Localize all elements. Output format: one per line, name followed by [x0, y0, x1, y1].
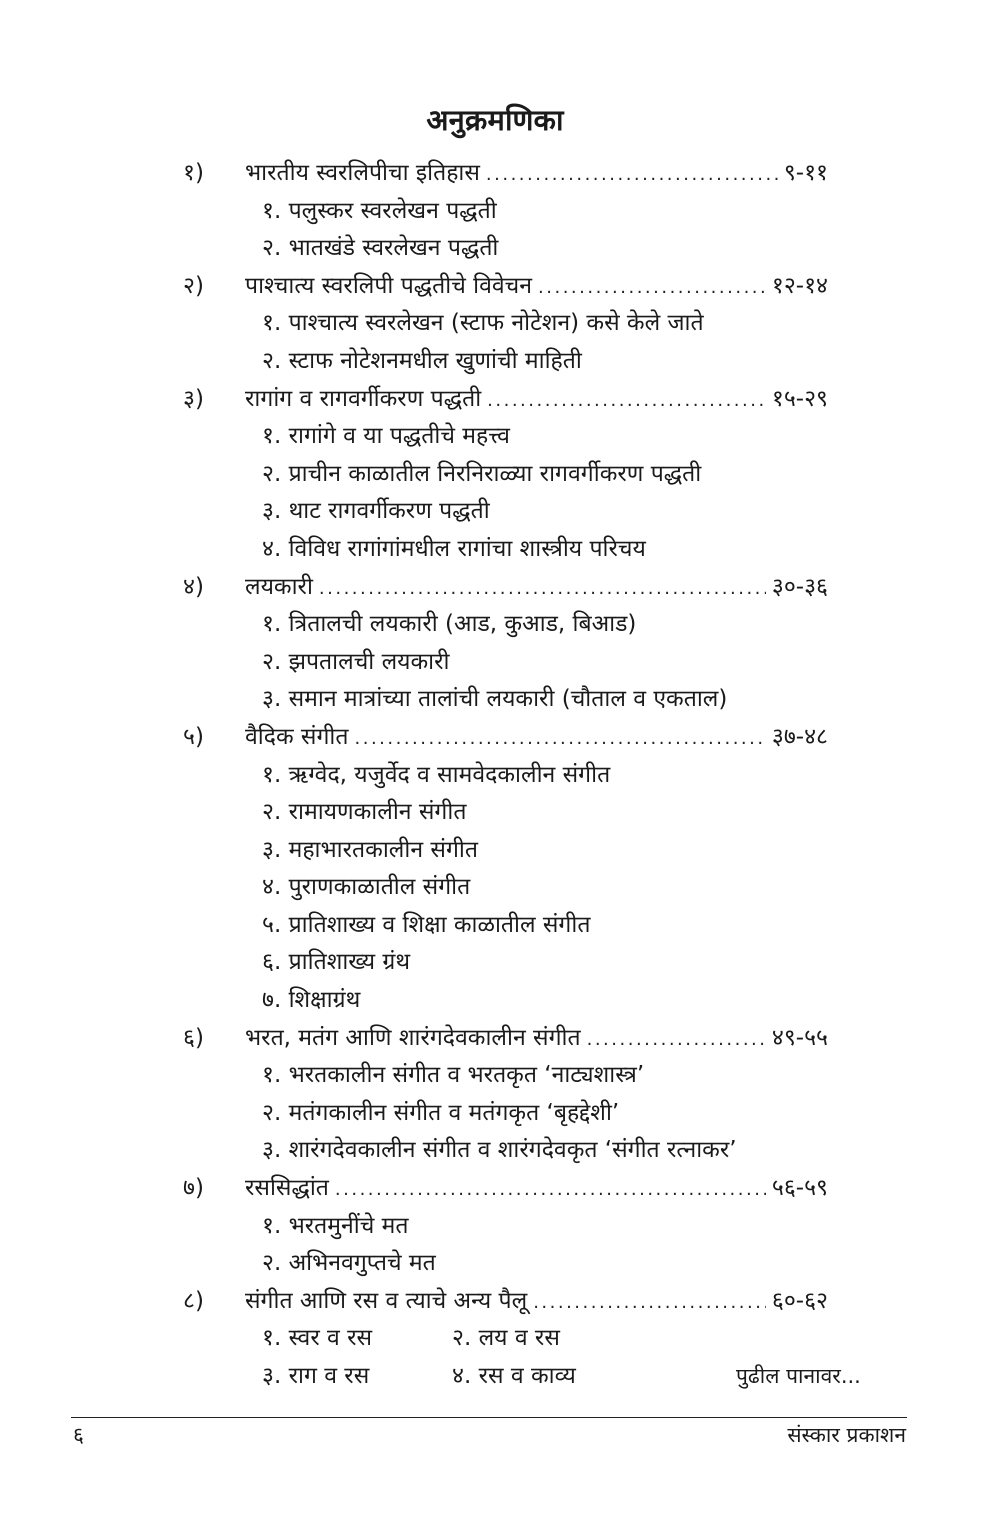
chapter-title: भारतीय स्वरलिपीचा इतिहास: [245, 160, 480, 186]
toc-subtopic-row: [0, 493, 990, 531]
toc-subtopic-row: [0, 418, 990, 456]
toc-subtopic-row: [0, 907, 990, 945]
subtopic: २. प्राचीन काळातील निरनिराळ्या रागवर्गीकरण पद्धती: [262, 460, 702, 487]
toc-subtopic-row: [0, 193, 990, 231]
subtopic: १. भरतकालीन संगीत व भरतकृत ‘नाट्यशास्त्र’: [262, 1062, 645, 1089]
toc-subtopic-row: [0, 531, 990, 569]
chapter-title: संगीत आणि रस व त्याचे अन्य पैलू: [245, 1287, 528, 1314]
subtopic: ३. शारंगदेवकालीन संगीत व शारंगदेवकृत ‘संगीत रत्नाकर’: [262, 1137, 737, 1164]
subtopic: ६. प्रातिशाख्य ग्रंथ: [262, 949, 411, 976]
chapter-pages: ९-११: [783, 160, 828, 186]
subtopic: ७. शिक्षाग्रंथ: [262, 987, 361, 1014]
toc-chapter-row: [0, 719, 990, 757]
subtopic: १. त्रितालची लयकारी (आड, कुआड, बिआड): [262, 611, 637, 638]
toc-chapter-row: [0, 155, 990, 193]
chapter-title: भरत, मतंग आणि शारंगदेवकालीन संगीत: [245, 1024, 581, 1051]
chapter-number: ५): [183, 723, 204, 750]
subtopic: २. स्टाफ नोटेशनमधील खुणांची माहिती: [262, 347, 582, 374]
continued-on-next-page: पुढील पानावर...: [736, 1364, 861, 1388]
toc-subtopic-row: [0, 1320, 990, 1358]
toc-chapter-row: [0, 268, 990, 306]
subtopic: ५. प्रातिशाख्य व शिक्षा काळातील संगीत: [262, 911, 591, 938]
chapter-pages: ३०-३६: [771, 573, 828, 600]
subtopic: ३. महाभारतकालीन संगीत: [262, 836, 478, 863]
toc-subtopic-row: [0, 982, 990, 1020]
chapter-number: २): [183, 272, 204, 299]
toc-subtopic-row: [0, 1208, 990, 1246]
subtopic: १. भरतमुनींचे मत: [262, 1212, 409, 1239]
subtopic: २. झपतालची लयकारी: [262, 648, 450, 675]
table-of-contents: [0, 155, 990, 1396]
chapter-pages: ३७-४८: [771, 723, 828, 750]
toc-subtopic-row: [0, 644, 990, 682]
toc-subtopic-row: [0, 1245, 990, 1283]
subtopic: २. अभिनवगुप्तचे मत: [262, 1250, 436, 1277]
chapter-title: पाश्चात्य स्वरलिपी पद्धतीचे विवेचन: [245, 272, 533, 299]
toc-subtopic-row: [0, 1095, 990, 1133]
toc-chapter-row: [0, 1283, 990, 1321]
dot-leader: [486, 156, 778, 194]
chapter-number: ६): [183, 1024, 204, 1051]
publisher-name: संस्कार प्रकाशन: [787, 1423, 906, 1447]
chapter-pages: ५६-५९: [771, 1175, 828, 1202]
dot-leader: [587, 1021, 766, 1059]
footer-divider: [71, 1417, 907, 1418]
dot-leader: [487, 382, 766, 420]
subtopic: २. लय व रस: [452, 1325, 560, 1352]
chapter-number: ४): [183, 573, 204, 600]
toc-subtopic-row: [0, 1358, 990, 1396]
toc-subtopic-row: [0, 606, 990, 644]
subtopic: ४. रस व काव्य: [452, 1363, 576, 1389]
subtopic: ४. पुराणकाळातील संगीत: [262, 874, 471, 901]
subtopic: २. मतंगकालीन संगीत व मतंगकृत ‘बृहद्देशी’: [262, 1099, 620, 1126]
toc-subtopic-row: [0, 869, 990, 907]
subtopic: ४. विविध रागांगांमधील रागांचा शास्त्रीय परिचय: [262, 535, 646, 562]
chapter-number: १): [183, 160, 204, 186]
toc-subtopic-row: [0, 1132, 990, 1170]
subtopic: २. भातखंडे स्वरलेखन पद्धती: [262, 235, 499, 262]
dot-leader: [538, 269, 766, 307]
page-number: ६: [73, 1423, 84, 1447]
chapter-title: लयकारी: [245, 573, 313, 600]
subtopic: १. पलुस्कर स्वरलेखन पद्धती: [262, 197, 497, 224]
toc-subtopic-row: [0, 456, 990, 494]
toc-subtopic-row: [0, 832, 990, 870]
chapter-title: वैदिक संगीत: [245, 723, 349, 750]
chapter-title: रससिद्धांत: [245, 1175, 329, 1202]
dot-leader: [335, 1171, 766, 1209]
chapter-number: ३): [183, 385, 204, 412]
page-title: अनुक्रमणिका: [426, 103, 564, 137]
toc-subtopic-row: [0, 944, 990, 982]
subtopic: १. रागांगे व या पद्धतीचे महत्त्व: [262, 423, 510, 450]
toc-chapter-row: [0, 569, 990, 607]
chapter-pages: ६०-६२: [771, 1287, 828, 1314]
subtopic: १. स्वर व रस: [262, 1325, 373, 1352]
toc-subtopic-row: [0, 681, 990, 719]
toc-subtopic-row: [0, 343, 990, 381]
chapter-number: ७): [183, 1175, 204, 1202]
chapter-pages: १२-१४: [771, 272, 828, 299]
dot-leader: [319, 570, 766, 608]
toc-subtopic-row: [0, 1057, 990, 1095]
chapter-title: रागांग व रागवर्गीकरण पद्धती: [245, 385, 482, 412]
chapter-number: ८): [183, 1287, 204, 1314]
toc-chapter-row: [0, 381, 990, 419]
subtopic: २. रामायणकालीन संगीत: [262, 799, 467, 826]
subtopic: ३. राग व रस: [262, 1363, 370, 1389]
subtopic: ३. थाट रागवर्गीकरण पद्धती: [262, 498, 490, 525]
toc-subtopic-row: [0, 794, 990, 832]
subtopic: ३. समान मात्रांच्या तालांची लयकारी (चौताल व एकताल): [262, 686, 728, 713]
chapter-pages: १५-२९: [771, 385, 828, 412]
dot-leader: [533, 1284, 766, 1322]
toc-chapter-row: [0, 1170, 990, 1208]
subtopic: १. पाश्चात्य स्वरलेखन (स्टाफ नोटेशन) कसे केले जाते: [262, 310, 704, 337]
dot-leader: [355, 720, 766, 758]
toc-chapter-row: [0, 1020, 990, 1058]
chapter-pages: ४९-५५: [771, 1024, 828, 1051]
toc-subtopic-row: [0, 757, 990, 795]
toc-subtopic-row: [0, 230, 990, 268]
toc-subtopic-row: [0, 305, 990, 343]
subtopic: १. ऋग्वेद, यजुर्वेद व सामवेदकालीन संगीत: [262, 761, 611, 788]
